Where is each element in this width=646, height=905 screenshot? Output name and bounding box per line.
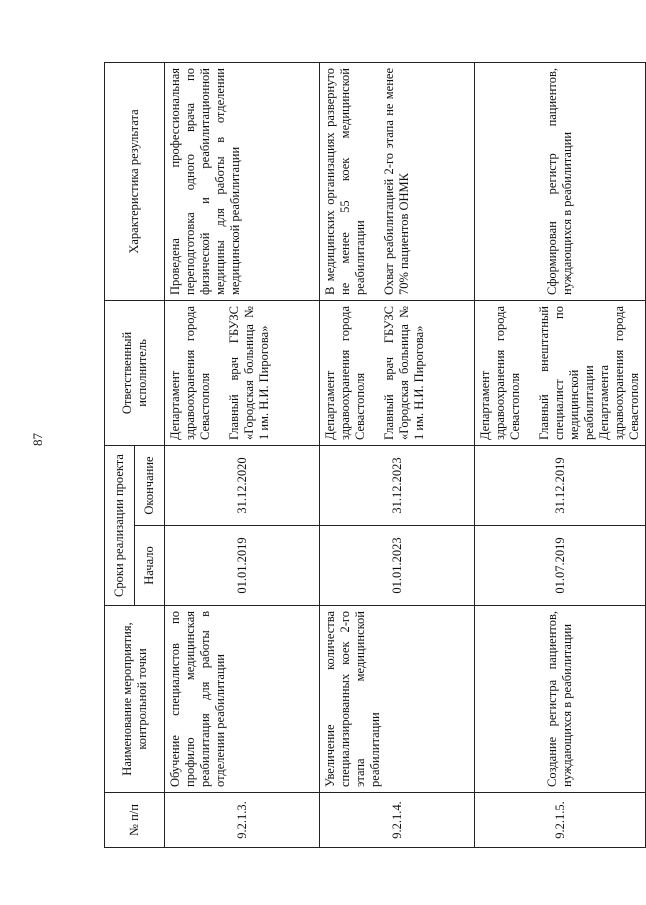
row-result [320,63,475,301]
row-end: 31.12.2020 [165,446,320,526]
header-num: № п/п [105,793,165,848]
row-start: 01.01.2023 [320,526,475,606]
row-start: 01.01.2019 [165,526,320,606]
executor-line: Главный внештатный специалист по медицинской реабилитации Департамента здравоохранения города Севастополя [537,306,641,440]
executor-line: Главный врач ГБУЗС «Городская больница № 1 им. Н.И. Пирогова» [382,306,426,440]
table-row [475,63,646,848]
row-executor [165,301,320,446]
row-name: Создание регистра пациентов, нуждающихся в реабилитации [475,606,646,793]
row-num: 9.2.1.3. [165,793,320,848]
row-name: Обучение специалистов по профилю медицинская реабилитация для работы в отделении реабилитации [165,606,320,793]
table-row [320,63,475,848]
executor-line: Департамент здравоохранения города Севастополя [323,306,367,440]
rotated-table-wrapper [104,63,641,848]
header-period: Сроки реализации проекта [105,446,135,606]
row-num: 9.2.1.5. [475,793,646,848]
result-line: В медицинских организациях развернуто не менее 55 коек медицинской реабилитации [323,68,367,295]
row-result [165,63,320,301]
row-executor [475,301,646,446]
result-line: Проведена профессиональная переподготовка одного врача по физической и реабилитационной медицины для работы в отделении медицинской реабилитации [168,68,242,295]
project-table [104,62,646,848]
result-line: Сформирован регистр пациентов, нуждающихся в реабилитации [545,68,574,295]
row-end: 31.12.2019 [475,446,646,526]
row-executor [320,301,475,446]
header-end: Окончание [135,446,165,526]
row-result [475,63,646,301]
page-number: 87 [30,433,45,446]
row-start: 01.07.2019 [475,526,646,606]
row-end: 31.12.2023 [320,446,475,526]
executor-line: Департамент здравоохранения города Севастополя [168,306,212,440]
executor-line: Главный врач ГБУЗС «Городская больница № 1 им. Н.И. Пирогова» [227,306,271,440]
header-executor: Ответственный исполнитель [105,301,165,446]
header-name: Наименование мероприятия, контрольной точки [105,606,165,793]
header-start: Начало [135,526,165,606]
executor-line: Департамент здравоохранения города Севастополя [478,306,522,440]
header-result: Характеристика результата [105,63,165,301]
result-line: Охват реабилитацией 2-го этапа не менее 70% пациентов ОНМК [382,68,411,295]
row-num: 9.2.1.4. [320,793,475,848]
table-row [165,63,320,848]
row-name: Увеличение количества специализированных коек 2-го этапа медицинской реабилитации [320,606,475,793]
